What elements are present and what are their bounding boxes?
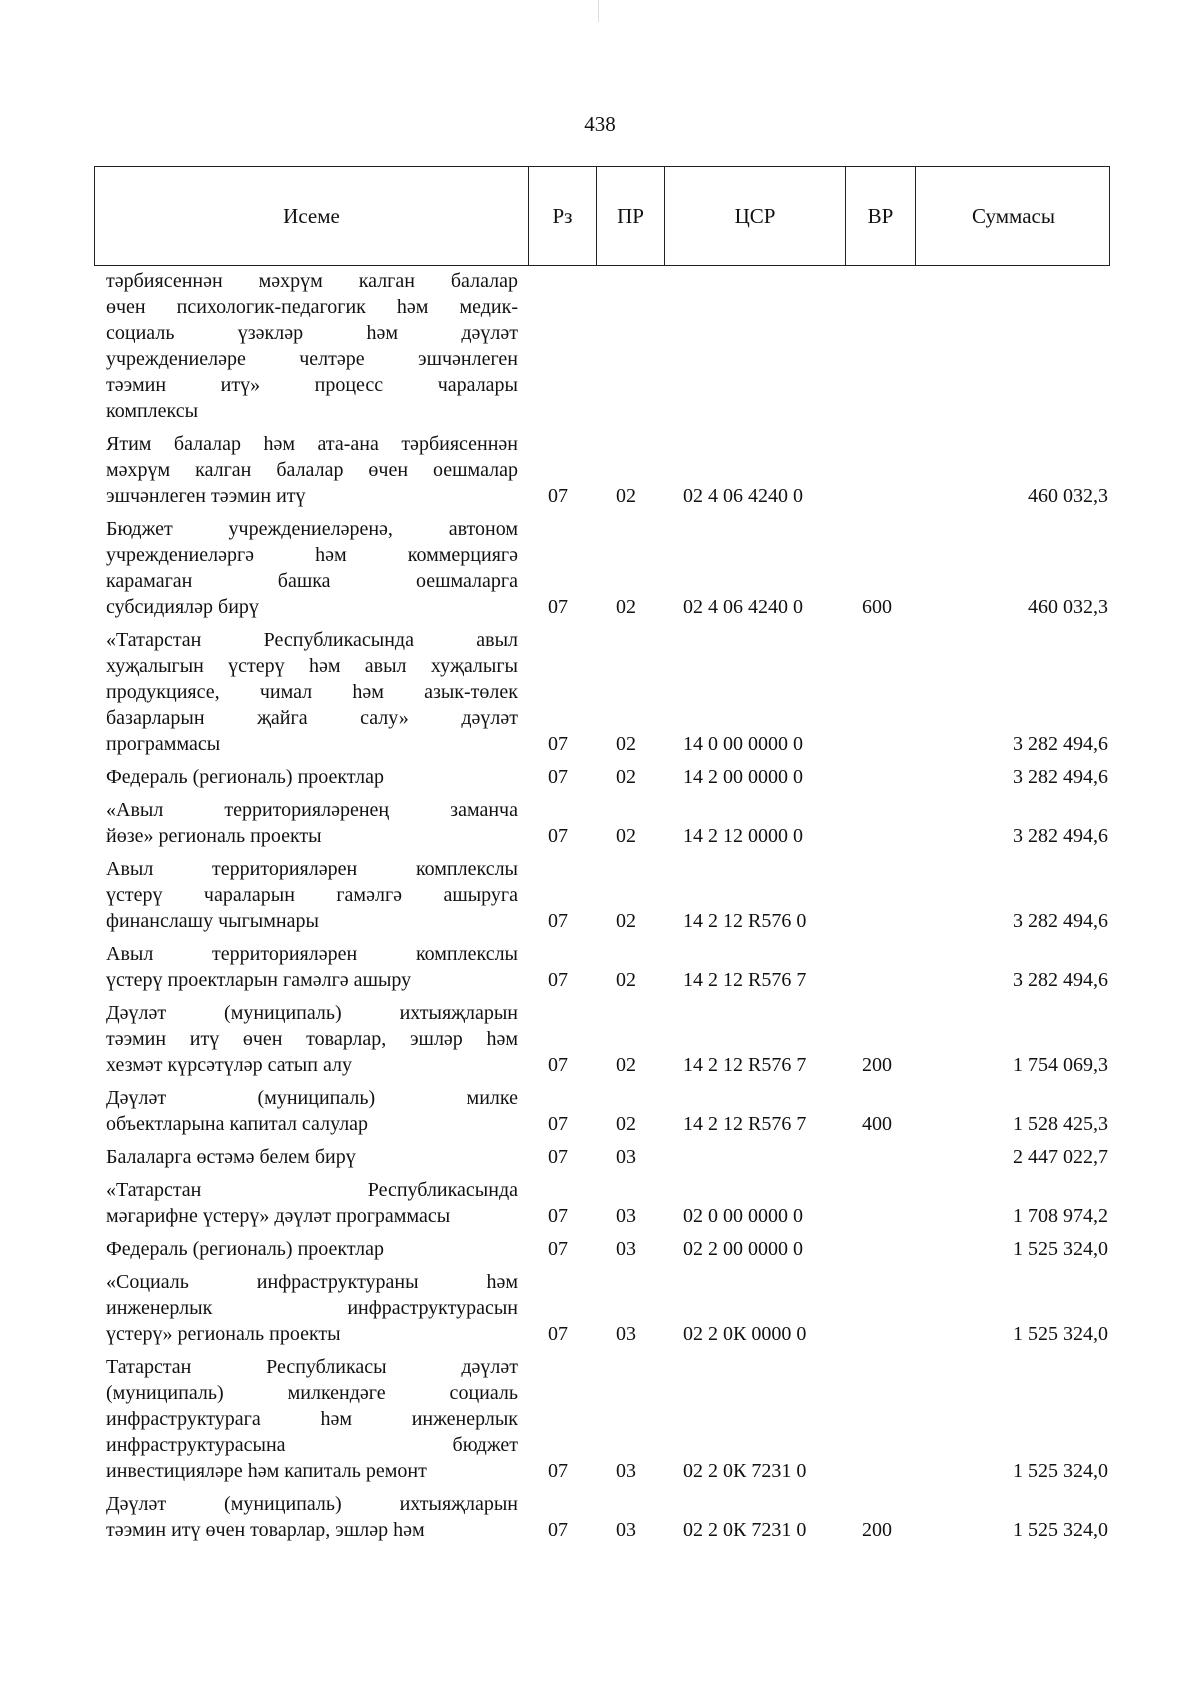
row-name-line: Федераль (региональ) проектлар: [106, 766, 384, 788]
row-sum: 3 282 494,6: [1013, 733, 1108, 755]
table-body: [0, 268, 1200, 1550]
table-row: [0, 941, 1200, 993]
table-header: [94, 166, 1110, 266]
row-sum: 3 282 494,6: [1013, 910, 1108, 932]
row-name-line: учреждениеләре челтәре эшчәнлеген: [106, 348, 518, 370]
row-name-line: тәэмин итү өчен товарлар, эшләр һәм: [106, 1519, 425, 1541]
row-name: [106, 1491, 518, 1543]
row-name-line: тәэмин итү өчен товарлар, эшләр һәм: [106, 1028, 518, 1050]
row-name-line: Дәүләт (муниципаль) ихтыяҗларын: [106, 1493, 518, 1515]
row-name-line: субсидияләр бирү: [106, 596, 259, 618]
row-name-line: үстерү чараларын гамәлгә ашыруга: [106, 884, 518, 906]
row-name-line: «Татарстан Республикасында: [106, 1179, 518, 1201]
row-pr: 02: [616, 1054, 636, 1076]
row-name-line: Дәүләт (муниципаль) ихтыяҗларын: [106, 1002, 518, 1024]
row-name-line: инфраструктурага һәм инженерлык: [106, 1408, 518, 1430]
row-rz: 07: [548, 825, 568, 847]
row-name-line: тәрбиясеннән мәхрүм калган балалар: [106, 270, 518, 292]
row-rz: 07: [548, 596, 568, 618]
row-pr: 02: [616, 596, 636, 618]
row-csr: 14 2 12 0000 0: [683, 825, 803, 847]
header-sum: Суммасы: [915, 167, 1111, 265]
row-pr: 03: [616, 1460, 636, 1482]
row-sum: 1 525 324,0: [1013, 1323, 1108, 1345]
row-rz: 07: [548, 1323, 568, 1345]
table-row: [0, 1269, 1200, 1347]
row-csr: 02 0 00 0000 0: [683, 1205, 803, 1227]
row-rz: 07: [548, 1238, 568, 1260]
table-row: [0, 1085, 1200, 1137]
row-pr: 03: [616, 1519, 636, 1541]
row-name: [106, 516, 518, 620]
row-sum: 1 754 069,3: [1013, 1054, 1108, 1076]
row-csr: 14 2 12 R576 7: [683, 969, 807, 991]
row-name-line: социаль үзәкләр һәм дәүләт: [106, 322, 518, 344]
row-rz: 07: [548, 1205, 568, 1227]
row-name-line: өчен психологик-педагогик һәм медик-: [106, 296, 518, 318]
row-csr: 14 2 00 0000 0: [683, 766, 803, 788]
row-csr: 14 2 12 R576 7: [683, 1113, 807, 1135]
row-name: [106, 627, 518, 757]
scan-edge-mark: [598, 0, 599, 22]
row-pr: 02: [616, 969, 636, 991]
row-rz: 07: [548, 1054, 568, 1076]
row-name-line: үстерү» региональ проекты: [106, 1323, 341, 1345]
table-row: [0, 268, 1200, 424]
row-name-line: йөзе» региональ проекты: [106, 825, 322, 847]
row-name: [106, 1236, 518, 1262]
row-name: [106, 1144, 518, 1170]
row-pr: 03: [616, 1323, 636, 1345]
row-name: [106, 1000, 518, 1078]
row-name-line: мәхрүм калган балалар өчен оешмалар: [106, 459, 518, 481]
row-csr: 14 2 12 R576 0: [683, 910, 807, 932]
row-name-line: Ятим балалар һәм ата-ана тәрбиясеннән: [106, 433, 518, 455]
row-pr: 03: [616, 1146, 636, 1168]
row-rz: 07: [548, 1146, 568, 1168]
row-sum: 1 528 425,3: [1013, 1113, 1108, 1135]
row-rz: 07: [548, 1460, 568, 1482]
row-sum: 3 282 494,6: [1013, 969, 1108, 991]
row-rz: 07: [548, 485, 568, 507]
row-name-line: Федераль (региональ) проектлар: [106, 1238, 384, 1260]
row-sum: 3 282 494,6: [1013, 825, 1108, 847]
row-rz: 07: [548, 969, 568, 991]
row-csr: 14 2 12 R576 7: [683, 1054, 807, 1076]
row-name-line: объектларына капитал салулар: [106, 1113, 369, 1135]
table-row: [0, 1144, 1200, 1170]
row-name-line: базарларын җайга салу» дәүләт: [106, 707, 518, 729]
row-name-line: Авыл территорияләрен комплекслы: [106, 858, 518, 880]
row-name: [106, 941, 518, 993]
row-vr: 400: [862, 1113, 892, 1135]
row-name: [106, 1354, 518, 1484]
table-row: [0, 516, 1200, 620]
header-csr: ЦСР: [664, 167, 845, 265]
row-rz: 07: [548, 1113, 568, 1135]
table-row: [0, 1177, 1200, 1229]
row-name-line: учреждениеләргә һәм коммерциягә: [106, 544, 518, 566]
row-pr: 02: [616, 733, 636, 755]
row-name-line: продукциясе, чимал һәм азык-төлек: [106, 681, 518, 703]
header-pr: ПР: [596, 167, 664, 265]
row-rz: 07: [548, 733, 568, 755]
row-name-line: инфраструктурасына бюджет: [106, 1434, 518, 1456]
table-row: [0, 1000, 1200, 1078]
page-number: 438: [584, 112, 616, 136]
row-pr: 02: [616, 825, 636, 847]
row-sum: 1 708 974,2: [1013, 1205, 1108, 1227]
row-name-line: Балаларга өстәмә белем бирү: [106, 1146, 356, 1168]
row-name: [106, 1085, 518, 1137]
row-name-line: тәэмин итү» процесс чаралары: [106, 374, 518, 396]
row-pr: 03: [616, 1238, 636, 1260]
row-name: [106, 797, 518, 849]
row-sum: 1 525 324,0: [1013, 1519, 1108, 1541]
row-vr: 200: [862, 1054, 892, 1076]
row-name-line: программасы: [106, 733, 221, 755]
row-name-line: үстерү проектларын гамәлгә ашыру: [106, 969, 412, 991]
row-name-line: «Татарстан Республикасында авыл: [106, 629, 518, 651]
row-name-line: Бюджет учреждениеләренә, автоном: [106, 518, 518, 540]
row-name-line: комплексы: [106, 400, 199, 422]
row-rz: 07: [548, 1519, 568, 1541]
row-name-line: инженерлык инфраструктурасын: [106, 1297, 518, 1319]
row-name: [106, 856, 518, 934]
row-csr: 02 2 0К 7231 0: [683, 1460, 807, 1482]
row-csr: 02 2 00 0000 0: [683, 1238, 803, 1260]
header-vr: ВР: [845, 167, 915, 265]
table-row: [0, 764, 1200, 790]
table-row: [0, 1491, 1200, 1543]
row-vr: 200: [862, 1519, 892, 1541]
row-name: [106, 764, 518, 790]
row-name-line: мәгарифне үстерү» дәүләт программасы: [106, 1205, 451, 1227]
table-row: [0, 627, 1200, 757]
row-vr: 600: [862, 596, 892, 618]
row-sum: 1 525 324,0: [1013, 1238, 1108, 1260]
row-rz: 07: [548, 766, 568, 788]
row-name-line: Татарстан Республикасы дәүләт: [106, 1356, 518, 1378]
row-name: [106, 1269, 518, 1347]
row-sum: 3 282 494,6: [1013, 766, 1108, 788]
row-sum: 1 525 324,0: [1013, 1460, 1108, 1482]
row-name-line: (муниципаль) милкендәге социаль: [106, 1382, 518, 1404]
row-name-line: эшчәнлеген тәэмин итү: [106, 485, 306, 507]
row-name-line: хезмәт күрсәтүләр сатып алу: [106, 1054, 352, 1076]
row-pr: 02: [616, 1113, 636, 1135]
row-name: [106, 431, 518, 509]
row-pr: 02: [616, 910, 636, 932]
row-csr: 02 4 06 4240 0: [683, 485, 803, 507]
row-sum: 460 032,3: [1028, 596, 1108, 618]
row-csr: 02 4 06 4240 0: [683, 596, 803, 618]
table-row: [0, 856, 1200, 934]
table-row: [0, 1236, 1200, 1262]
row-csr: 02 2 0К 0000 0: [683, 1323, 807, 1345]
table-row: [0, 797, 1200, 849]
row-pr: 03: [616, 1205, 636, 1227]
row-name-line: «Социаль инфраструктураны һәм: [106, 1271, 518, 1293]
row-name-line: карамаган башка оешмаларга: [106, 570, 518, 592]
header-rz: Рз: [528, 167, 596, 265]
row-csr: 02 2 0К 7231 0: [683, 1519, 807, 1541]
row-pr: 02: [616, 485, 636, 507]
row-name-line: Авыл территорияләрен комплекслы: [106, 943, 518, 965]
row-name: [106, 268, 518, 424]
row-name-line: Дәүләт (муниципаль) милке: [106, 1087, 518, 1109]
row-name-line: инвестицияләре һәм капиталь ремонт: [106, 1460, 427, 1482]
row-csr: 14 0 00 0000 0: [683, 733, 803, 755]
row-name-line: хуҗалыгын үстерү һәм авыл хуҗалыгы: [106, 655, 518, 677]
row-name: [106, 1177, 518, 1229]
table-row: [0, 431, 1200, 509]
row-rz: 07: [548, 910, 568, 932]
row-name-line: «Авыл территорияләренең заманча: [106, 799, 518, 821]
header-name: Исеме: [283, 203, 340, 228]
row-sum: 2 447 022,7: [1013, 1146, 1108, 1168]
row-sum: 460 032,3: [1028, 485, 1108, 507]
row-name-line: финанслашу чыгымнары: [106, 910, 319, 932]
row-pr: 02: [616, 766, 636, 788]
table-row: [0, 1354, 1200, 1484]
